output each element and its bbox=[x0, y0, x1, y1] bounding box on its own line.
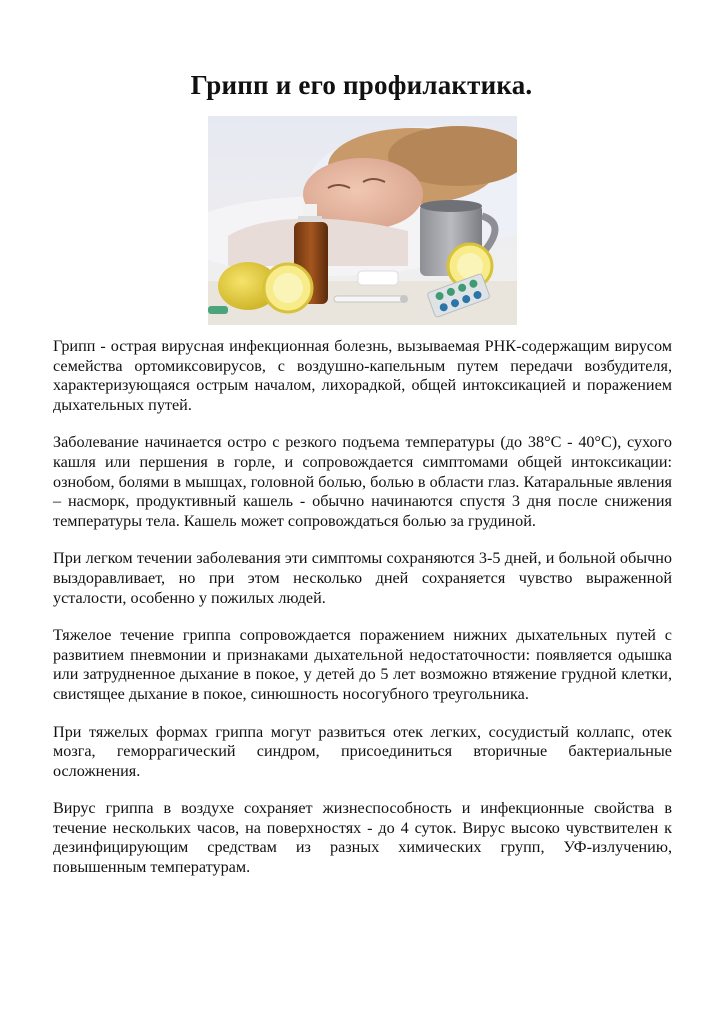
sick-person-with-medicine-image bbox=[208, 116, 517, 325]
paragraph-symptoms: Заболевание начинается остро с резкого подъема температуры (до 38°С - 40°С), сухого кашля или першения в горле, и сопровождается симптомами общей интоксикации: ознобом, болями в мышцах, головной болью, болью в области глаз. Катаральные явления – насморк, продуктивный кашель - обычно начинаются спустя 3 дня после снижения температуры тела. Кашель может сопровождаться болью за грудиной. bbox=[53, 433, 672, 530]
page-title: Грипп и его профилактика. bbox=[190, 70, 533, 100]
paragraph-virus-survival: Вирус гриппа в воздухе сохраняет жизнеспособность и инфекционные свойства в течение нескольких часов, на поверхностях - до 4 суток. Вирус высоко чувствителен к дезинфицирующим средствам из разных химических групп, УФ-излучению, повышенным температурам. bbox=[53, 799, 672, 877]
paragraph-complications: При тяжелых формах гриппа могут развиться отек легких, сосудистый коллапс, отек мозга, геморрагический синдром, присоединиться вторичные бактериальные осложнения. bbox=[53, 722, 672, 780]
article-body bbox=[53, 337, 672, 896]
paragraph-definition: Грипп - острая вирусная инфекционная болезнь, вызываемая РНК-содержащим вирусом семейства ортомиксовирусов, с воздушно-капельным путем передачи возбудителя, характеризующаяся острым началом, лихорадкой, общей интоксикацией и поражением дыхательных путей. bbox=[53, 337, 672, 414]
paragraph-mild-course: При легком течении заболевания эти симптомы сохраняются 3-5 дней, и больной обычно выздоравливает, но при этом несколько дней сохраняется чувство выраженной усталости, особенно у пожилых людей. bbox=[53, 549, 672, 607]
paragraph-severe-course: Тяжелое течение гриппа сопровождается поражением нижних дыхательных путей с развитием пневмонии и признаками дыхательной недостаточности: появляется одышка или затрудненное дыхание в покое, у детей до 5 лет возможно втяжение грудной клетки, свистящее дыхание в покое, синюшность носогубного треугольника. bbox=[53, 626, 672, 703]
